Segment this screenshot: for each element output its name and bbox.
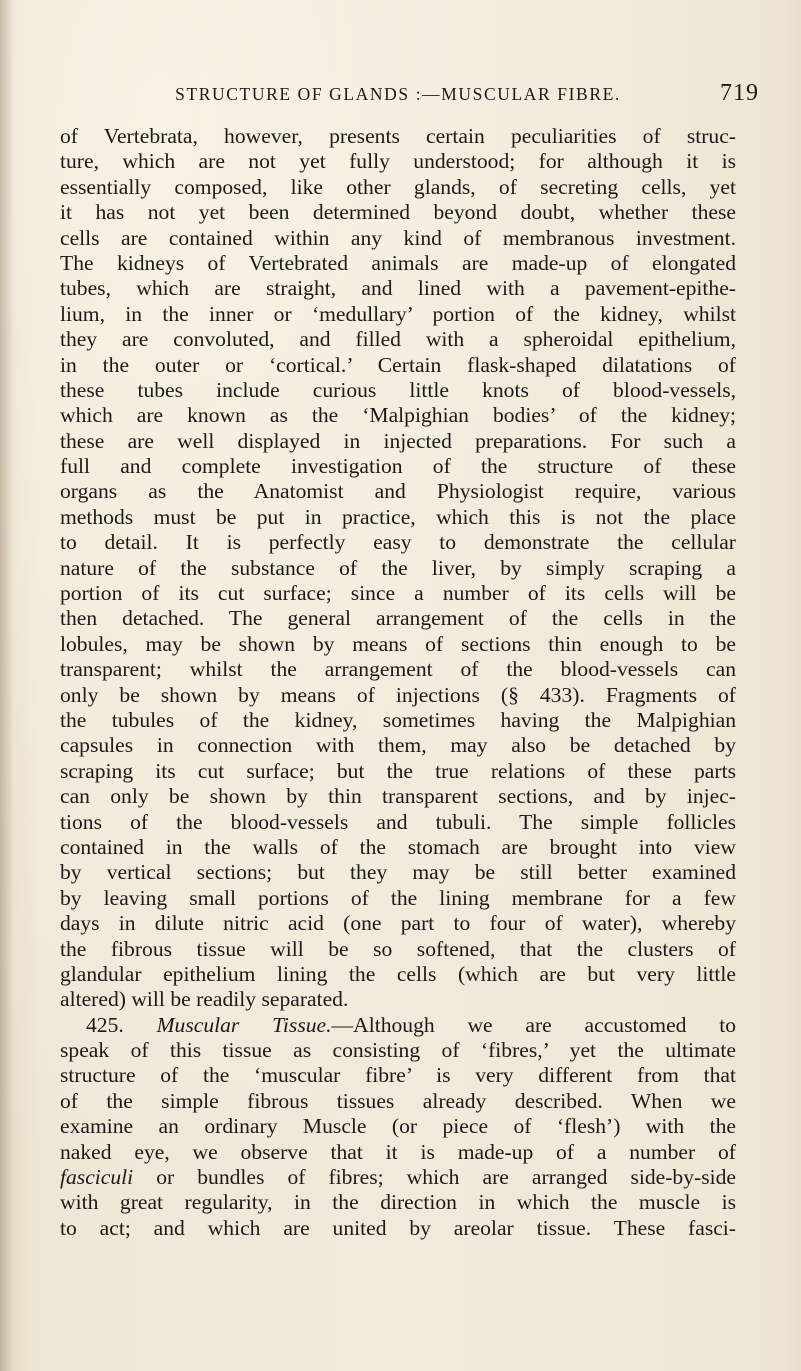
text-segment: the fibrous tissue will be so softened, that the clusters of bbox=[60, 936, 736, 961]
text-line bbox=[60, 479, 736, 504]
text-line bbox=[60, 835, 736, 860]
text-line bbox=[60, 937, 736, 962]
text-segment: portion of its cut surface; since a number of its cells will be bbox=[60, 581, 736, 606]
italic-text: fasciculi bbox=[60, 1165, 134, 1190]
text-line bbox=[60, 1063, 736, 1088]
text-line bbox=[60, 886, 736, 911]
text-segment: cells are contained within any kind of membranous investment. bbox=[60, 225, 736, 250]
text-line bbox=[60, 962, 736, 987]
text-line bbox=[60, 1013, 736, 1038]
text-segment: then detached. The general arrangement of the cells in the bbox=[60, 606, 736, 631]
text-line bbox=[60, 987, 736, 1012]
text-segment: lobules, may be shown by means of sections thin enough to be bbox=[60, 631, 736, 656]
text-line bbox=[60, 1190, 736, 1215]
text-line bbox=[60, 353, 736, 378]
text-line bbox=[60, 276, 736, 301]
text-line bbox=[60, 1089, 736, 1114]
text-line bbox=[60, 657, 736, 682]
text-segment: days in dilute nitric acid (one part to four of water), whereby bbox=[60, 911, 736, 936]
page-number: 719 bbox=[720, 80, 759, 106]
text-segment: only be shown by means of injections (§ 433). Fragments of bbox=[60, 682, 736, 707]
page-gutter-shadow bbox=[0, 0, 14, 1371]
text-line bbox=[60, 759, 736, 784]
text-line bbox=[60, 784, 736, 809]
text-line bbox=[60, 149, 736, 174]
text-line bbox=[60, 327, 736, 352]
text-segment: tions of the blood-vessels and tubuli. The simple follicles bbox=[60, 809, 736, 834]
text-line bbox=[60, 454, 736, 479]
text-segment: glandular epithelium lining the cells (which are but very little bbox=[60, 961, 736, 986]
text-line bbox=[60, 505, 736, 530]
text-segment: of Vertebrata, however, presents certain peculiarities of struc- bbox=[60, 124, 736, 148]
text-line bbox=[60, 403, 736, 428]
text-segment: speak of this tissue as consisting of ‘fibres,’ yet the ultimate bbox=[60, 1038, 736, 1063]
text-segment: these are well displayed in injected preparations. For such a bbox=[60, 428, 736, 453]
text-segment: which are known as the ‘Malpighian bodies’ of the kidney; bbox=[60, 403, 736, 428]
text-segment: examine an ordinary Muscle (or piece of ‘flesh’) with the bbox=[60, 1114, 736, 1139]
text-line bbox=[60, 1038, 736, 1063]
text-segment: capsules in connection with them, may also be detached by bbox=[60, 733, 736, 758]
text-line bbox=[60, 911, 736, 936]
text-segment: structure of the ‘muscular fibre’ is very different from that bbox=[60, 1063, 736, 1088]
text-segment: organs as the Anatomist and Physiologist require, various bbox=[60, 479, 736, 504]
text-line bbox=[60, 1114, 736, 1139]
text-line bbox=[60, 302, 736, 327]
text-line bbox=[60, 683, 736, 708]
text-line bbox=[60, 606, 736, 631]
text-line bbox=[60, 733, 736, 758]
text-segment: The kidneys of Vertebrated animals are made-up of elongated bbox=[60, 250, 736, 275]
body-text bbox=[60, 124, 736, 1241]
text-segment: contained in the walls of the stomach are brought into view bbox=[60, 834, 736, 859]
text-segment: with great regularity, in the direction in which the muscle is bbox=[60, 1190, 736, 1215]
text-line bbox=[60, 1140, 736, 1165]
text-segment: —Although we are accustomed to bbox=[331, 1012, 737, 1037]
text-line bbox=[60, 1165, 736, 1190]
text-line bbox=[60, 632, 736, 657]
text-segment: or bundles of fibres; which are arranged side-by-side bbox=[133, 1165, 736, 1190]
text-segment: essentially composed, like other glands, of secreting cells, yet bbox=[60, 174, 736, 199]
text-segment: by leaving small portions of the lining membrane for a few bbox=[60, 885, 736, 910]
text-segment: altered) will be readily separated. bbox=[60, 987, 349, 1012]
running-head bbox=[0, 80, 801, 114]
text-segment: tubes, which are straight, and lined with a pavement-epithe- bbox=[60, 276, 736, 301]
text-segment: naked eye, we observe that it is made-up of a number of bbox=[60, 1139, 736, 1164]
text-line bbox=[60, 124, 736, 149]
text-segment: full and complete investigation of the structure of these bbox=[60, 454, 736, 479]
text-segment: to detail. It is perfectly easy to demonstrate the cellular bbox=[60, 530, 736, 555]
italic-text: Muscular Tissue. bbox=[156, 1012, 332, 1037]
text-segment: 425. bbox=[86, 1012, 157, 1037]
text-line bbox=[60, 860, 736, 885]
text-segment: can only be shown by thin transparent sections, and by injec- bbox=[60, 784, 736, 809]
text-segment: in the outer or ‘cortical.’ Certain flask-shaped dilatations of bbox=[60, 352, 736, 377]
text-line bbox=[60, 429, 736, 454]
text-segment: these tubes include curious little knots of blood-vessels, bbox=[60, 377, 736, 402]
text-line bbox=[60, 810, 736, 835]
text-line bbox=[60, 556, 736, 581]
text-line bbox=[60, 1216, 736, 1241]
text-line bbox=[60, 200, 736, 225]
text-segment: of the simple fibrous tissues already described. When we bbox=[60, 1088, 736, 1113]
text-line bbox=[60, 175, 736, 200]
text-segment: scraping its cut surface; but the true relations of these parts bbox=[60, 758, 736, 783]
text-line bbox=[60, 581, 736, 606]
text-segment: methods must be put in practice, which this is not the place bbox=[60, 504, 736, 529]
text-segment: the tubules of the kidney, sometimes having the Malpighian bbox=[60, 707, 736, 732]
text-segment: by vertical sections; but they may be still better examined bbox=[60, 860, 736, 885]
text-line bbox=[60, 530, 736, 555]
text-line bbox=[60, 251, 736, 276]
text-segment: lium, in the inner or ‘medullary’ portion of the kidney, whilst bbox=[60, 301, 736, 326]
text-segment: ture, which are not yet fully understood; for although it is bbox=[60, 149, 736, 174]
running-title: STRUCTURE OF GLANDS :—MUSCULAR FIBRE. bbox=[175, 84, 621, 104]
text-segment: they are convoluted, and filled with a spheroidal epithelium, bbox=[60, 327, 736, 352]
text-segment: transparent; whilst the arrangement of the blood-vessels can bbox=[60, 657, 736, 682]
text-line bbox=[60, 226, 736, 251]
text-line bbox=[60, 708, 736, 733]
text-segment: it has not yet been determined beyond doubt, whether these bbox=[60, 200, 736, 225]
text-segment: to act; and which are united by areolar tissue. These fasci- bbox=[60, 1215, 736, 1240]
text-segment: nature of the substance of the liver, by simply scraping a bbox=[60, 555, 736, 580]
text-line bbox=[60, 378, 736, 403]
